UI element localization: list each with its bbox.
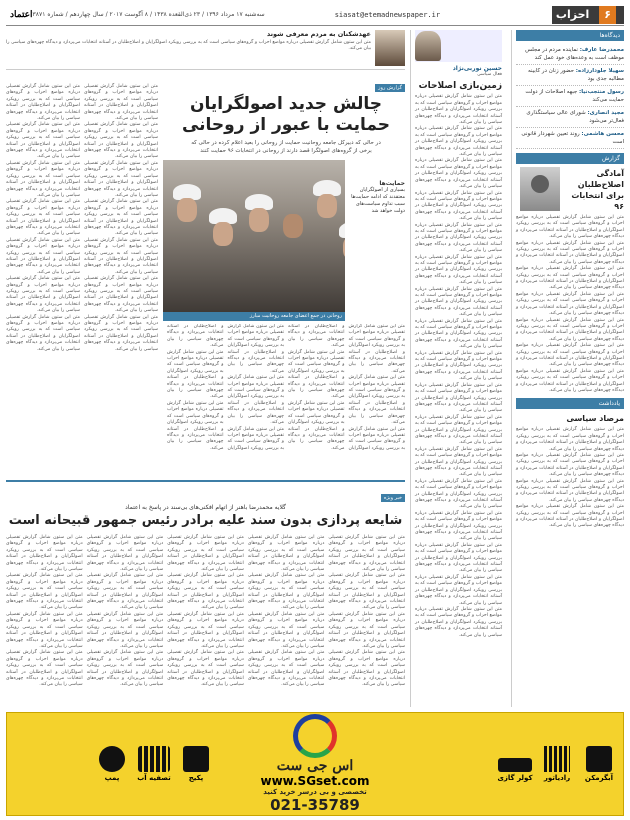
pull-quote-text: بسیاری از اصولگرایان معتقدند که ادامه حمایت‌ها سبب تداوم سیاست‌های دولت خواهد شد xyxy=(351,187,405,214)
column-body-14: متن این ستون شامل گزارش تفصیلی درباره مواضع احزاب و گروه‌های سیاسی است که به بررسی رویکرد اصولگرایان و اصلاح‌طلبان در آستانه انتخابات می‌پردازد و دیدگاه چهره‌های سیاسی را بیان می‌کند. xyxy=(415,510,502,542)
body-text: متن این ستون شامل گزارش تفصیلی درباره مواضع احزاب و گروه‌های سیاسی است که به بررسی رویکرد اصولگرایان و اصلاح‌طلبان در آستانه انتخابات می‌پردازد و دیدگاه چهره‌های سیاسی را بیان می‌کند. xyxy=(84,276,158,314)
body-text: متن این ستون شامل گزارش تفصیلی درباره مواضع احزاب و گروه‌های سیاسی است که به بررسی رویکرد اصولگرایان و اصلاح‌طلبان در آستانه انتخابات می‌پردازد و دیدگاه چهره‌های سیاسی را بیان می‌کند. xyxy=(328,535,405,573)
body-text: متن این ستون شامل گزارش تفصیلی درباره مواضع احزاب و گروه‌های سیاسی است که به بررسی رویکرد اصولگرایان و اصلاح‌طلبان در آستانه انتخابات می‌پردازد و دیدگاه چهره‌های سیاسی را بیان می‌کند. xyxy=(167,573,244,611)
story2-kicker: خبر ویژه xyxy=(381,494,405,502)
sidebar-title: آمادگی اصلاح‌طلبان برای انتخابات ۹۶ xyxy=(571,169,624,211)
story2-body xyxy=(6,535,405,707)
ad-products-right xyxy=(410,746,623,782)
story2-head xyxy=(6,480,405,529)
body-text: متن این ستون شامل گزارش تفصیلی درباره مواضع احزاب و گروه‌های سیاسی است که به بررسی رویکرد اصولگرایان و اصلاح‌طلبان در آستانه انتخابات می‌پردازد و دیدگاه چهره‌های سیاسی را بیان می‌کند. xyxy=(84,199,158,237)
sidebar-band-note: یادداشت xyxy=(516,398,624,409)
body-text: متن این ستون شامل گزارش تفصیلی درباره مواضع احزاب و گروه‌های سیاسی است که به بررسی رویکرد اصولگرایان و اصلاح‌طلبان در آستانه انتخابات می‌پردازد و دیدگاه چهره‌های سیاسی را بیان می‌کند. xyxy=(6,314,80,352)
body-text: متن این ستون شامل گزارش تفصیلی درباره مواضع احزاب و گروه‌های سیاسی است که به بررسی رویکرد اصولگرایان و اصلاح‌طلبان در آستانه انتخابات می‌پردازد و دیدگاه چهره‌های سیاسی را بیان می‌کند. xyxy=(86,611,164,649)
sidebar-news-list xyxy=(516,44,624,149)
body-text: متن این ستون شامل گزارش تفصیلی درباره مواضع احزاب و گروه‌های سیاسی است که به بررسی رویکرد اصولگرایان و اصلاح‌طلبان در آستانه انتخابات می‌پردازد و دیدگاه چهره‌های سیاسی را بیان می‌کند. xyxy=(328,573,405,611)
right-sidebar xyxy=(511,30,624,707)
body-text: متن این ستون شامل گزارش تفصیلی درباره مواضع احزاب و گروه‌های سیاسی است که به بررسی رویکرد اصولگرایان و اصلاح‌طلبان در آستانه انتخابات می‌پردازد و دیدگاه چهره‌های سیاسی را بیان می‌کند. xyxy=(84,237,158,275)
column-body-16: متن این ستون شامل گزارش تفصیلی درباره مواضع احزاب و گروه‌های سیاسی است که به بررسی رویکرد اصولگرایان و اصلاح‌طلبان در آستانه انتخابات می‌پردازد و دیدگاه چهره‌های سیاسی را بیان می‌کند. xyxy=(415,574,502,606)
body-text: متن این ستون شامل گزارش تفصیلی درباره مواضع احزاب و گروه‌های سیاسی است که به بررسی رویکرد اصولگرایان و اصلاح‌طلبان در آستانه انتخابات می‌پردازد و دیدگاه چهره‌های سیاسی را بیان می‌کند. xyxy=(84,122,158,160)
body-text: متن این ستون شامل گزارش تفصیلی درباره مواضع احزاب و گروه‌های سیاسی است که به بررسی رویکرد اصولگرایان و اصلاح‌طلبان در آستانه انتخابات می‌پردازد و دیدگاه چهره‌های سیاسی را بیان می‌کند. xyxy=(247,650,325,688)
brand-logo-icon xyxy=(293,714,337,758)
body-text: متن این ستون شامل گزارش تفصیلی درباره مواضع احزاب و گروه‌های سیاسی است که به بررسی رویکرد اصولگرایان و اصلاح‌طلبان در آستانه انتخابات می‌پردازد و دیدگاه چهره‌های سیاسی را بیان می‌کند. xyxy=(167,535,244,573)
body-text: متن این ستون شامل گزارش تفصیلی درباره مواضع احزاب و گروه‌های سیاسی است که به بررسی رویکرد اصولگرایان و اصلاح‌طلبان در آستانه انتخابات می‌پردازد و دیدگاه چهره‌های سیاسی را بیان می‌کند. xyxy=(167,650,244,688)
body-text: متن این ستون شامل گزارش تفصیلی درباره مواضع احزاب و گروه‌های سیاسی است که به بررسی رویکرد اصولگرایان و اصلاح‌طلبان در آستانه انتخابات می‌پردازد و دیدگاه چهره‌های سیاسی را بیان می‌کند. xyxy=(6,237,80,275)
photo-figure xyxy=(177,198,197,222)
lead-story-head xyxy=(167,74,405,158)
sidebar-band-news: دیدگاه‌ها xyxy=(516,30,624,41)
news-source: محسن هاشمی: xyxy=(581,131,624,137)
lead-photo xyxy=(163,160,345,312)
body-text: متن این ستون شامل گزارش تفصیلی درباره مواضع احزاب و گروه‌های سیاسی است که به بررسی رویکرد اصولگرایان و اصلاح‌طلبان در آستانه انتخابات می‌پردازد و دیدگاه چهره‌های سیاسی را بیان می‌کند. xyxy=(6,573,83,611)
news-source: مجید انصاری: xyxy=(587,110,624,116)
column-body-9: متن این ستون شامل گزارش تفصیلی درباره مواضع احزاب و گروه‌های سیاسی است که به بررسی رویکرد اصولگرایان و اصلاح‌طلبان در آستانه انتخابات می‌پردازد و دیدگاه چهره‌های سیاسی را بیان می‌کند. xyxy=(415,350,502,382)
list-item xyxy=(516,107,624,128)
body-text: متن این ستون شامل گزارش تفصیلی درباره مواضع احزاب و گروه‌های سیاسی است که به بررسی رویکرد اصولگرایان و اصلاح‌طلبان در آستانه انتخابات می‌پردازد و دیدگاه چهره‌های سیاسی را بیان می‌کند. xyxy=(288,349,345,400)
ad-item-package xyxy=(178,746,214,782)
list-item xyxy=(516,128,624,149)
ad-item-label: پمپ xyxy=(104,774,120,782)
sidebar-body-5: متن این ستون شامل گزارش تفصیلی درباره مواضع احزاب و گروه‌های سیاسی است که به بررسی رویکرد اصولگرایان و اصلاح‌طلبان در آستانه انتخابات می‌پردازد و دیدگاه چهره‌های سیاسی را بیان می‌کند. xyxy=(516,317,624,342)
body-text: متن این ستون شامل گزارش تفصیلی درباره مواضع احزاب و گروه‌های سیاسی است که به بررسی رویکرد اصولگرایان و اصلاح‌طلبان در آستانه انتخابات می‌پردازد و دیدگاه چهره‌های سیاسی را بیان می‌کند. xyxy=(167,349,224,400)
body-text: متن این ستون شامل گزارش تفصیلی درباره مواضع احزاب و گروه‌های سیاسی است که به بررسی رویکرد اصولگرایان و اصلاح‌طلبان در آستانه انتخابات می‌پردازد و دیدگاه چهره‌های سیاسی را بیان می‌کند. xyxy=(6,84,80,122)
news-text: شورای عالی سیاستگذاری فعال‌تر می‌شود xyxy=(526,110,624,124)
body-text: متن این ستون شامل گزارش تفصیلی درباره مواضع احزاب و گروه‌های سیاسی است که به بررسی رویکرد اصولگرایان و اصلاح‌طلبان در آستانه انتخابات می‌پردازد و دیدگاه چهره‌های سیاسی را بیان می‌کند. xyxy=(247,611,325,649)
news-text: جبهه اصلاحات از دولت حمایت می‌کند xyxy=(525,89,624,103)
lead-body xyxy=(167,324,405,474)
ad-phone[interactable]: 021-35789 xyxy=(270,796,360,814)
pump-icon xyxy=(99,746,125,772)
ad-products-left xyxy=(7,746,220,782)
body-text: متن این ستون شامل گزارش تفصیلی درباره مواضع احزاب و گروه‌های سیاسی است که به بررسی رویکرد اصولگرایان و اصلاح‌طلبان در آستانه انتخابات می‌پردازد و دیدگاه چهره‌های سیاسی را بیان می‌کند. xyxy=(86,650,164,688)
ad-item-pump xyxy=(94,746,130,782)
body-text: متن این ستون شامل گزارش تفصیلی درباره مواضع احزاب و گروه‌های سیاسی است که به بررسی رویکرد اصولگرایان و اصلاح‌طلبان در آستانه انتخابات می‌پردازد و دیدگاه چهره‌های سیاسی را بیان می‌کند. xyxy=(84,160,158,198)
news-source: محمدرضا عارف: xyxy=(579,47,624,53)
body-text: متن این ستون شامل گزارش تفصیلی درباره مواضع احزاب و گروه‌های سیاسی است که به بررسی رویکرد اصولگرایان و اصلاح‌طلبان در آستانه انتخابات می‌پردازد و دیدگاه چهره‌های سیاسی را بیان می‌کند. xyxy=(84,84,158,122)
body-text: متن این ستون شامل گزارش تفصیلی درباره مواضع احزاب و گروه‌های سیاسی است که به بررسی رویکرد اصولگرایان و اصلاح‌طلبان در آستانه انتخابات می‌پردازد و دیدگاه چهره‌های سیاسی را بیان می‌کند. xyxy=(6,611,83,649)
body-text: متن این ستون شامل گزارش تفصیلی درباره مواضع احزاب و گروه‌های سیاسی است که به بررسی رویکرد اصولگرایان و اصلاح‌طلبان در آستانه انتخابات می‌پردازد و دیدگاه چهره‌های سیاسی را بیان می‌کند. xyxy=(227,324,284,374)
author-column xyxy=(410,30,506,707)
note-body-4: متن این ستون شامل گزارش تفصیلی درباره مواضع احزاب و گروه‌های سیاسی است که به بررسی رویکرد اصولگرایان و اصلاح‌طلبان در آستانه انتخابات می‌پردازد و دیدگاه چهره‌های سیاسی را بیان می‌کند. xyxy=(516,504,624,529)
news-text: نماینده مردم در مجلس موظف است به وعده‌های خود عمل کند xyxy=(525,47,624,61)
sidebar-body: متن این ستون شامل گزارش تفصیلی درباره مواضع احزاب و گروه‌های سیاسی است که به بررسی رویکرد اصولگرایان و اصلاح‌طلبان در آستانه انتخابات می‌پردازد و دیدگاه چهره‌های سیاسی را بیان می‌کند. xyxy=(516,215,624,240)
left-columns xyxy=(6,84,158,353)
ad-item-label: آبگرمکن xyxy=(584,774,614,782)
ad-item-water-heater xyxy=(581,746,617,782)
sidebar-body-2: متن این ستون شامل گزارش تفصیلی درباره مواضع احزاب و گروه‌های سیاسی است که به بررسی رویکرد اصولگرایان و اصلاح‌طلبان در آستانه انتخابات می‌پردازد و دیدگاه چهره‌های سیاسی را بیان می‌کند. xyxy=(516,240,624,265)
main-content xyxy=(6,30,405,707)
list-item xyxy=(516,44,624,65)
column-body-17: متن این ستون شامل گزارش تفصیلی درباره مواضع احزاب و گروه‌های سیاسی است که به بررسی رویکرد اصولگرایان و اصلاح‌طلبان در آستانه انتخابات می‌پردازد و دیدگاه چهره‌های سیاسی را بیان می‌کند. xyxy=(415,606,502,638)
top-box-body: متن این ستون شامل گزارش تفصیلی درباره مواضع احزاب و گروه‌های سیاسی است که به بررسی رویکرد اصولگرایان و اصلاح‌طلبان در آستانه انتخابات می‌پردازد و دیدگاه چهره‌های سیاسی را بیان می‌کند. xyxy=(6,40,371,52)
ad-item-water-filter xyxy=(136,746,172,782)
column-body-12: متن این ستون شامل گزارش تفصیلی درباره مواضع احزاب و گروه‌های سیاسی است که به بررسی رویکرد اصولگرایان و اصلاح‌طلبان در آستانه انتخابات می‌پردازد و دیدگاه چهره‌های سیاسی را بیان می‌کند. xyxy=(415,446,502,478)
section-tab xyxy=(552,6,624,24)
note-body-2: متن این ستون شامل گزارش تفصیلی درباره مواضع احزاب و گروه‌های سیاسی است که به بررسی رویکرد اصولگرایان و اصلاح‌طلبان در آستانه انتخابات می‌پردازد و دیدگاه چهره‌های سیاسی را بیان می‌کند. xyxy=(516,453,624,478)
section-name: احزاب xyxy=(555,8,590,21)
column-body-11: متن این ستون شامل گزارش تفصیلی درباره مواضع احزاب و گروه‌های سیاسی است که به بررسی رویکرد اصولگرایان و اصلاح‌طلبان در آستانه انتخابات می‌پردازد و دیدگاه چهره‌های سیاسی را بیان می‌کند. xyxy=(415,414,502,446)
news-source: سهیلا جلودارزاده: xyxy=(575,68,624,74)
pull-quote xyxy=(349,180,405,260)
top-box xyxy=(6,30,405,70)
list-item xyxy=(516,86,624,107)
lead-body-columns xyxy=(167,324,405,452)
ad-item-radiator xyxy=(539,746,575,782)
author-name: حسین نوربی‌نژاد xyxy=(452,65,502,72)
water-heater-icon xyxy=(586,746,612,772)
pull-quote-title: حمایت‌ها xyxy=(379,180,405,187)
column-title: زمین‌بازی اصلاحات xyxy=(418,81,502,92)
body-text: متن این ستون شامل گزارش تفصیلی درباره مواضع احزاب و گروه‌های سیاسی است که به بررسی رویکرد اصولگرایان و اصلاح‌طلبان در آستانه انتخابات می‌پردازد و دیدگاه چهره‌های سیاسی را بیان می‌کند. xyxy=(247,535,325,573)
column-body-8: متن این ستون شامل گزارش تفصیلی درباره مواضع احزاب و گروه‌های سیاسی است که به بررسی رویکرد اصولگرایان و اصلاح‌طلبان در آستانه انتخابات می‌پردازد و دیدگاه چهره‌های سیاسی را بیان می‌کند. xyxy=(415,318,502,350)
body-text: متن این ستون شامل گزارش تفصیلی درباره مواضع احزاب و گروه‌های سیاسی است که به بررسی رویکرد اصولگرایان و اصلاح‌طلبان در آستانه انتخابات می‌پردازد و دیدگاه چهره‌های سیاسی را بیان می‌کند. xyxy=(167,324,284,451)
news-source: رسول منتجب‌نیا: xyxy=(579,89,624,95)
photo-figure-center xyxy=(283,214,303,238)
body-text: متن این ستون شامل گزارش تفصیلی درباره مواضع احزاب و گروه‌های سیاسی است که به بررسی رویکرد اصولگرایان و اصلاح‌طلبان در آستانه انتخابات می‌پردازد و دیدگاه چهره‌های سیاسی را بیان می‌کند. xyxy=(6,160,80,198)
column-body-7: متن این ستون شامل گزارش تفصیلی درباره مواضع احزاب و گروه‌های سیاسی است که به بررسی رویکرد اصولگرایان و اصلاح‌طلبان در آستانه انتخابات می‌پردازد و دیدگاه چهره‌های سیاسی را بیان می‌کند. xyxy=(415,286,502,318)
column-body-3: متن این ستون شامل گزارش تفصیلی درباره مواضع احزاب و گروه‌های سیاسی است که به بررسی رویکرد اصولگرایان و اصلاح‌طلبان در آستانه انتخابات می‌پردازد و دیدگاه چهره‌های سیاسی را بیان می‌کند. xyxy=(415,158,502,190)
water-filter-icon xyxy=(138,746,170,772)
newspaper-logo: اعتماد xyxy=(10,9,33,20)
column-body-6: متن این ستون شامل گزارش تفصیلی درباره مواضع احزاب و گروه‌های سیاسی است که به بررسی رویکرد اصولگرایان و اصلاح‌طلبان در آستانه انتخابات می‌پردازد و دیدگاه چهره‌های سیاسی را بیان می‌کند. xyxy=(415,254,502,286)
note-body: متن این ستون شامل گزارش تفصیلی درباره مواضع احزاب و گروه‌های سیاسی است که به بررسی رویکرد اصولگرایان و اصلاح‌طلبان در آستانه انتخابات می‌پردازد و دیدگاه چهره‌های سیاسی را بیان می‌کند. xyxy=(516,427,624,452)
page-number: ۶ xyxy=(599,6,616,24)
note-title: مرصاد سیاسی xyxy=(566,414,624,424)
body-text: متن این ستون شامل گزارش تفصیلی درباره مواضع احزاب و گروه‌های سیاسی است که به بررسی رویکرد اصولگرایان و اصلاح‌طلبان در آستانه انتخابات می‌پردازد و دیدگاه چهره‌های سیاسی را بیان می‌کند. xyxy=(6,535,83,573)
body-text: متن این ستون شامل گزارش تفصیلی درباره مواضع احزاب و گروه‌های سیاسی است که به بررسی رویکرد اصولگرایان و اصلاح‌طلبان در آستانه انتخابات می‌پردازد و دیدگاه چهره‌های سیاسی را بیان می‌کند. xyxy=(167,400,224,451)
body-text: متن این ستون شامل گزارش تفصیلی درباره مواضع احزاب و گروه‌های سیاسی است که به بررسی رویکرد اصولگرایان و اصلاح‌طلبان در آستانه انتخابات می‌پردازد و دیدگاه چهره‌های سیاسی را بیان می‌کند. xyxy=(86,535,164,573)
author-role: فعال سیاسی xyxy=(477,72,502,77)
news-text: حضور زنان در کابینه مطالبه جدی بود xyxy=(528,68,624,82)
ad-item-label: تصفیه آب xyxy=(137,774,171,782)
photo-figure xyxy=(317,194,337,218)
section-email[interactable]: siasat@etemadnewspaper.ir xyxy=(334,10,441,19)
ad-item-label: کولر گازی xyxy=(497,774,533,782)
column-body-4: متن این ستون شامل گزارش تفصیلی درباره مواضع احزاب و گروه‌های سیاسی است که به بررسی رویکرد اصولگرایان و اصلاح‌طلبان در آستانه انتخابات می‌پردازد و دیدگاه چهره‌های سیاسی را بیان می‌کند. xyxy=(415,190,502,222)
story2-columns xyxy=(6,535,405,707)
body-text: متن این ستون شامل گزارش تفصیلی درباره مواضع احزاب و گروه‌های سیاسی است که به بررسی رویکرد اصولگرایان و اصلاح‌طلبان در آستانه انتخابات می‌پردازد و دیدگاه چهره‌های سیاسی را بیان می‌کند. xyxy=(6,650,83,688)
column-body-13: متن این ستون شامل گزارش تفصیلی درباره مواضع احزاب و گروه‌های سیاسی است که به بررسی رویکرد اصولگرایان و اصلاح‌طلبان در آستانه انتخابات می‌پردازد و دیدگاه چهره‌های سیاسی را بیان می‌کند. xyxy=(415,478,502,510)
body-text: متن این ستون شامل گزارش تفصیلی درباره مواضع احزاب و گروه‌های سیاسی است که به بررسی رویکرد اصولگرایان و اصلاح‌طلبان در آستانه انتخابات می‌پردازد و دیدگاه چهره‌های سیاسی را بیان می‌کند. xyxy=(328,611,405,649)
body-text: متن این ستون شامل گزارش تفصیلی درباره مواضع احزاب و گروه‌های سیاسی است که به بررسی رویکرد اصولگرایان و اصلاح‌طلبان در آستانه انتخابات می‌پردازد و دیدگاه چهره‌های سیاسی را بیان می‌کند. xyxy=(288,324,405,451)
body-text: متن این ستون شامل گزارش تفصیلی درباره مواضع احزاب و گروه‌های سیاسی است که به بررسی رویکرد اصولگرایان و اصلاح‌طلبان در آستانه انتخابات می‌پردازد و دیدگاه چهره‌های سیاسی را بیان می‌کند. xyxy=(348,375,405,426)
body-text: متن این ستون شامل گزارش تفصیلی درباره مواضع احزاب و گروه‌های سیاسی است که به بررسی رویکرد اصولگرایان و اصلاح‌طلبان در آستانه انتخابات می‌پردازد و دیدگاه چهره‌های سیاسی را بیان می‌کند. xyxy=(288,400,345,451)
ad-item-ac xyxy=(497,758,533,782)
date-line: سه‌شنبه ۱۷ مرداد ۱۳۹۶ / ۲۳ ذی‌القعده ۱۴۳۸ / ۸ آگوست ۲۰۱۷ / سال چهاردهم / شماره ۳۸۷۱ xyxy=(32,11,265,18)
column-body-5: متن این ستون شامل گزارش تفصیلی درباره مواضع احزاب و گروه‌های سیاسی است که به بررسی رویکرد اصولگرایان و اصلاح‌طلبان در آستانه انتخابات می‌پردازد و دیدگاه چهره‌های سیاسی را بیان می‌کند. xyxy=(415,222,502,254)
sidebar-body-3: متن این ستون شامل گزارش تفصیلی درباره مواضع احزاب و گروه‌های سیاسی است که به بررسی رویکرد اصولگرایان و اصلاح‌طلبان در آستانه انتخابات می‌پردازد و دیدگاه چهره‌های سیاسی را بیان می‌کند. xyxy=(516,266,624,291)
body-text: متن این ستون شامل گزارش تفصیلی درباره مواضع احزاب و گروه‌های سیاسی است که به بررسی رویکرد اصولگرایان و اصلاح‌طلبان در آستانه انتخابات می‌پردازد و دیدگاه چهره‌های سیاسی را بیان می‌کند. xyxy=(167,611,244,649)
ad-tagline: تخصصی و بی درسر خرید کنید xyxy=(263,788,367,796)
body-text: متن این ستون شامل گزارش تفصیلی درباره مواضع احزاب و گروه‌های سیاسی است که به بررسی رویکرد اصولگرایان و اصلاح‌طلبان در آستانه انتخابات می‌پردازد و دیدگاه چهره‌های سیاسی را بیان می‌کند. xyxy=(86,573,164,611)
column-body-10: متن این ستون شامل گزارش تفصیلی درباره مواضع احزاب و گروه‌های سیاسی است که به بررسی رویکرد اصولگرایان و اصلاح‌طلبان در آستانه انتخابات می‌پردازد و دیدگاه چهره‌های سیاسی را بیان می‌کند. xyxy=(415,382,502,414)
story2-subtitle: گلایه محمدرضا باهنر از اتهام افکنی‌های بی‌سند در پاسخ به اعتماد xyxy=(125,504,286,511)
lead-kicker: گزارش روز xyxy=(375,84,405,92)
column-body-2: متن این ستون شامل گزارش تفصیلی درباره مواضع احزاب و گروه‌های سیاسی است که به بررسی رویکرد اصولگرایان و اصلاح‌طلبان در آستانه انتخابات می‌پردازد و دیدگاه چهره‌های سیاسی را بیان می‌کند. xyxy=(415,126,502,158)
ad-item-label: رادیاتور xyxy=(543,774,571,782)
sidebar-body-6: متن این ستون شامل گزارش تفصیلی درباره مواضع احزاب و گروه‌های سیاسی است که به بررسی رویکرد اصولگرایان و اصلاح‌طلبان در آستانه انتخابات می‌پردازد و دیدگاه چهره‌های سیاسی را بیان می‌کند. xyxy=(516,343,624,368)
sidebar-body-7: متن این ستون شامل گزارش تفصیلی درباره مواضع احزاب و گروه‌های سیاسی است که به بررسی رویکرد اصولگرایان و اصلاح‌طلبان در آستانه انتخابات می‌پردازد و دیدگاه چهره‌های سیاسی را بیان می‌کند. xyxy=(516,368,624,393)
sidebar-body-4: متن این ستون شامل گزارش تفصیلی درباره مواضع احزاب و گروه‌های سیاسی است که به بررسی رویکرد اصولگرایان و اصلاح‌طلبان در آستانه انتخابات می‌پردازد و دیدگاه چهره‌های سیاسی را بیان می‌کند. xyxy=(516,291,624,317)
sidebar-band-report: گزارش xyxy=(516,153,624,164)
column-body: متن این ستون شامل گزارش تفصیلی درباره مواضع احزاب و گروه‌های سیاسی است که به بررسی رویکرد اصولگرایان و اصلاح‌طلبان در آستانه انتخابات می‌پردازد و دیدگاه چهره‌های سیاسی را بیان می‌کند. xyxy=(415,94,502,126)
photo-caption: روحانی در جمع اعضای جامعه روحانیت مبارز xyxy=(163,312,345,321)
lead-subtitle: در حالی که دبیرکل جامعه روحانیت حمایت از روحانی را بعید اعلام کرده در حالی که برخی از گروه‌های اصولگرا قصد دارند از روحانی در انتخابات ۹۶ حمایت کنند xyxy=(191,140,381,154)
author-face xyxy=(415,31,441,61)
top-box-text xyxy=(6,30,371,66)
top-box-photo xyxy=(375,30,405,66)
advertisement-banner[interactable] xyxy=(6,712,624,816)
body-text: متن این ستون شامل گزارش تفصیلی درباره مواضع احزاب و گروه‌های سیاسی است که به بررسی رویکرد اصولگرایان و اصلاح‌طلبان در آستانه انتخابات می‌پردازد و دیدگاه چهره‌های سیاسی را بیان می‌کند. xyxy=(84,314,158,352)
lead-title: چالش جدید اصولگرایان حمایت با عبور از روحانی xyxy=(181,94,391,135)
boiler-icon xyxy=(183,746,209,772)
body-text: متن این ستون شامل گزارش تفصیلی درباره مواضع احزاب و گروه‌های سیاسی است که به بررسی رویکرد اصولگرایان و اصلاح‌طلبان در آستانه انتخابات می‌پردازد و دیدگاه چهره‌های سیاسی را بیان می‌کند. xyxy=(6,276,80,314)
air-conditioner-icon xyxy=(498,758,532,772)
column-body-15: متن این ستون شامل گزارش تفصیلی درباره مواضع احزاب و گروه‌های سیاسی است که به بررسی رویکرد اصولگرایان و اصلاح‌طلبان در آستانه انتخابات می‌پردازد و دیدگاه چهره‌های سیاسی را بیان می‌کند. xyxy=(415,542,502,574)
ad-website[interactable]: www.SGset.com xyxy=(260,774,370,788)
body-text: متن این ستون شامل گزارش تفصیلی درباره مواضع احزاب و گروه‌های سیاسی است که به بررسی رویکرد اصولگرایان و اصلاح‌طلبان در آستانه انتخابات می‌پردازد و دیدگاه چهره‌های سیاسی را بیان می‌کند. xyxy=(6,122,80,160)
top-box-title: عهدشکنان به مردم معرفی شوند xyxy=(266,30,371,38)
list-item xyxy=(516,65,624,86)
page-header xyxy=(6,4,624,26)
story2-title: شایعه پردازی بدون سند علیه برادر رئیس جمهور قبیحانه است xyxy=(8,513,403,528)
note-body-3: متن این ستون شامل گزارش تفصیلی درباره مواضع احزاب و گروه‌های سیاسی است که به بررسی رویکرد اصولگرایان و اصلاح‌طلبان در آستانه انتخابات می‌پردازد و دیدگاه چهره‌های سیاسی را بیان می‌کند. xyxy=(516,478,624,503)
ad-brand-block xyxy=(220,714,410,814)
news-text: روند تعیین شهردار قانونی است xyxy=(521,131,624,145)
body-text: متن این ستون شامل گزارش تفصیلی درباره مواضع احزاب و گروه‌های سیاسی است که به بررسی رویکرد اصولگرایان و اصلاح‌طلبان در آستانه انتخابات می‌پردازد و دیدگاه چهره‌های سیاسی را بیان می‌کند. xyxy=(328,650,405,688)
body-text: متن این ستون شامل گزارش تفصیلی درباره مواضع احزاب و گروه‌های سیاسی است که به بررسی رویکرد اصولگرایان و اصلاح‌طلبان در آستانه انتخابات می‌پردازد و دیدگاه چهره‌های سیاسی را بیان می‌کند. xyxy=(6,199,80,237)
photo-figure xyxy=(343,236,345,260)
photo-figure xyxy=(249,208,269,232)
ad-item-label: پکیج xyxy=(188,774,204,782)
ad-brand: اس جی ست xyxy=(276,758,354,774)
body-text: متن این ستون شامل گزارش تفصیلی درباره مواضع احزاب و گروه‌های سیاسی است که به بررسی رویکرد اصولگرایان و اصلاح‌طلبان در آستانه انتخابات می‌پردازد و دیدگاه چهره‌های سیاسی را بیان می‌کند. xyxy=(247,573,325,611)
portrait-photo xyxy=(520,167,560,211)
photo-figure xyxy=(339,222,345,238)
body-text: متن این ستون شامل گزارش تفصیلی درباره مواضع احزاب و گروه‌های سیاسی است که به بررسی رویکرد اصولگرایان و اصلاح‌طلبان در آستانه انتخابات می‌پردازد و دیدگاه چهره‌های سیاسی را بیان می‌کند. xyxy=(227,375,284,426)
body-text: متن این ستون شامل گزارش تفصیلی درباره مواضع احزاب و گروه‌های سیاسی است که به بررسی رویکرد اصولگرایان و اصلاح‌طلبان در آستانه انتخابات می‌پردازد و دیدگاه چهره‌های سیاسی را بیان می‌کند. xyxy=(348,324,405,374)
author-photo xyxy=(415,30,502,62)
radiator-icon xyxy=(544,746,570,772)
photo-figure xyxy=(213,222,233,246)
